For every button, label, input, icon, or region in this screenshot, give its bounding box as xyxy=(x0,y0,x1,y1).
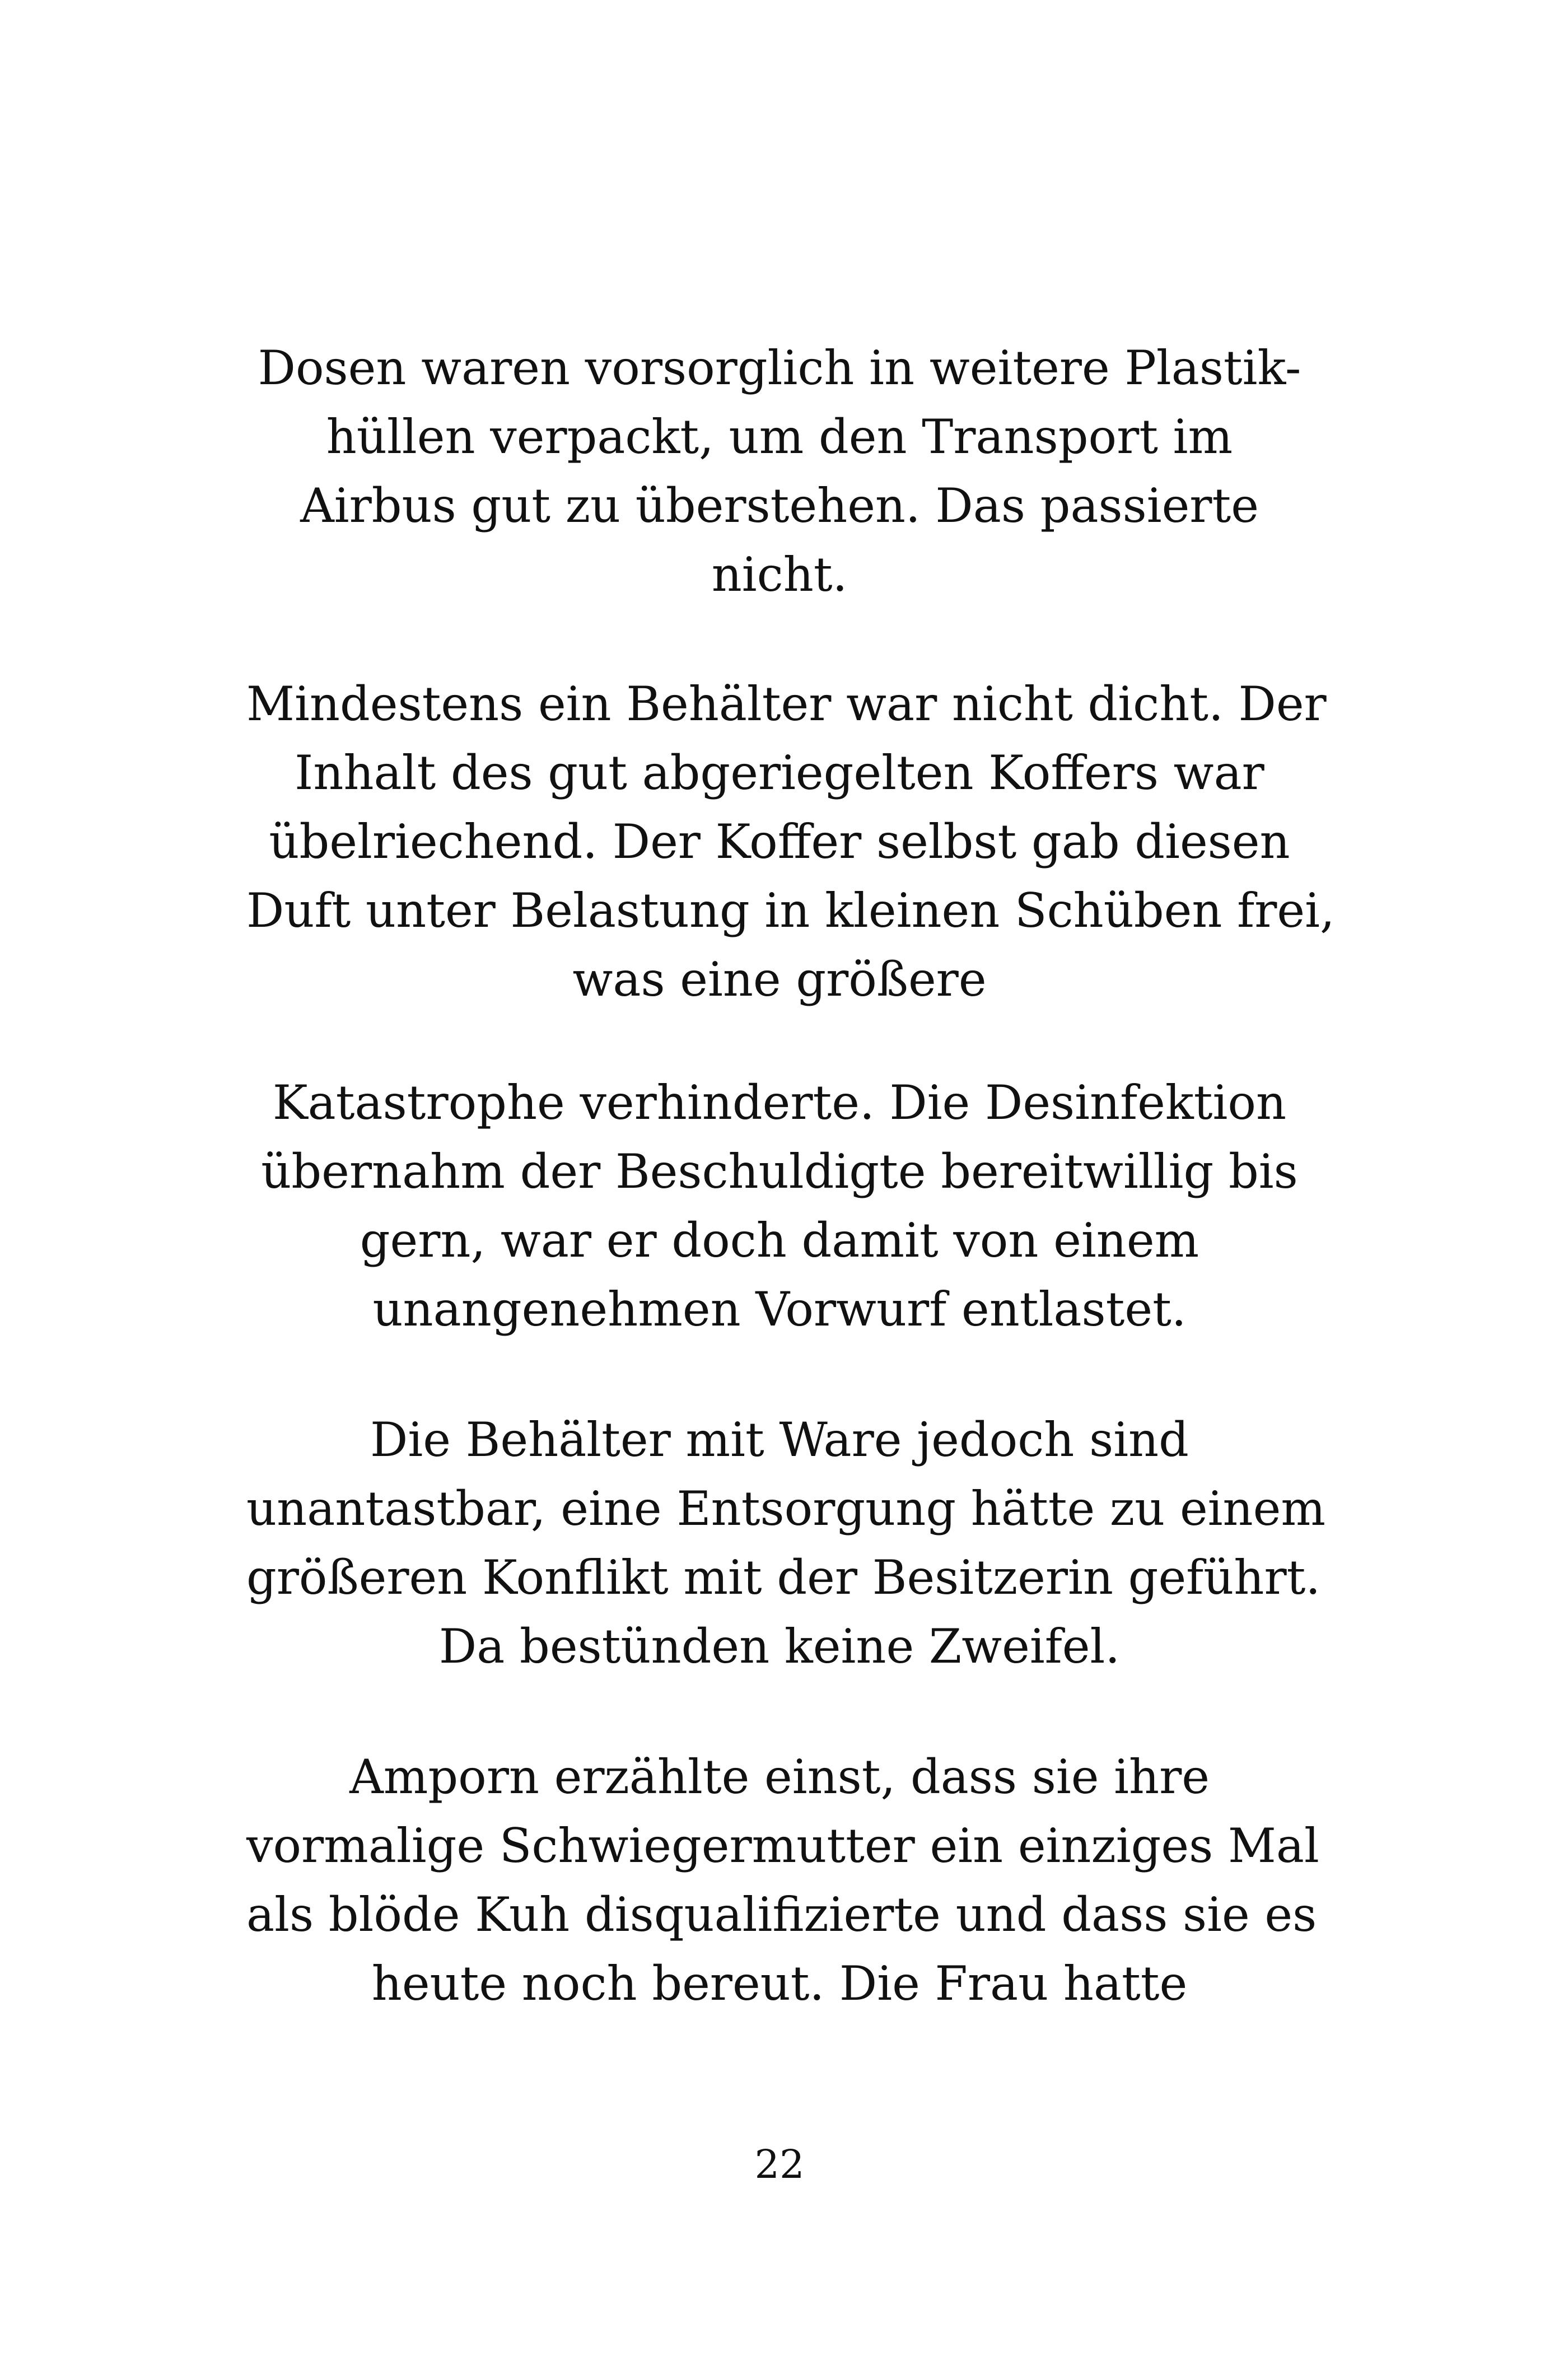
paragraph-1 xyxy=(246,334,1313,609)
text-line: übernahm der Beschuldigte bereitwillig bis xyxy=(261,1144,1298,1199)
text-line: Katastrophe verhinderte. Die Desinfektion xyxy=(272,1075,1287,1130)
text-line: Mindestens ein Behälter war nicht dicht. Der xyxy=(246,676,1327,731)
text-line: heute noch bereut. Die Frau hatte xyxy=(371,1956,1188,2011)
text-line: Da bestünden keine Zweifel. xyxy=(438,1619,1121,1674)
paragraph-3 xyxy=(246,1068,1313,1344)
text-line: was eine größere xyxy=(572,952,987,1007)
paragraph-2 xyxy=(246,670,1335,1014)
text-line: nicht. xyxy=(711,547,848,602)
text-line: Airbus gut zu überstehen. Das passierte xyxy=(300,478,1259,533)
text-line: unangenehmen Vorwurf entlastet. xyxy=(372,1282,1187,1337)
text-line: unantastbar, eine Entsorgung hätte zu einem xyxy=(246,1481,1325,1536)
page-number: 22 xyxy=(754,2141,805,2187)
text-line: Die Behälter mit Ware jedoch sind xyxy=(370,1412,1189,1467)
text-line: hüllen verpackt, um den Transport im xyxy=(326,409,1233,464)
text-line: vormalige Schwiegermutter ein einziges Mal xyxy=(246,1818,1319,1873)
text-line: größeren Konflikt mit der Besitzerin geführt. xyxy=(246,1550,1321,1605)
text-line: Inhalt des gut abgeriegelten Koffers war xyxy=(295,745,1264,800)
paragraph-5 xyxy=(246,1743,1319,2018)
text-line: Dosen waren vorsorglich in weitere Plastik- xyxy=(258,340,1301,395)
text-line: als blöde Kuh disqualifizierte und dass sie es xyxy=(246,1887,1317,1942)
text-line: übelriechend. Der Koffer selbst gab diesen xyxy=(269,814,1290,869)
text-line: gern, war er doch damit von einem xyxy=(360,1213,1199,1268)
text-line: Duft unter Belastung in kleinen Schüben frei, xyxy=(246,883,1335,938)
text-line: Amporn erzählte einst, dass sie ihre xyxy=(349,1749,1210,1804)
paragraph-4 xyxy=(246,1406,1325,1681)
